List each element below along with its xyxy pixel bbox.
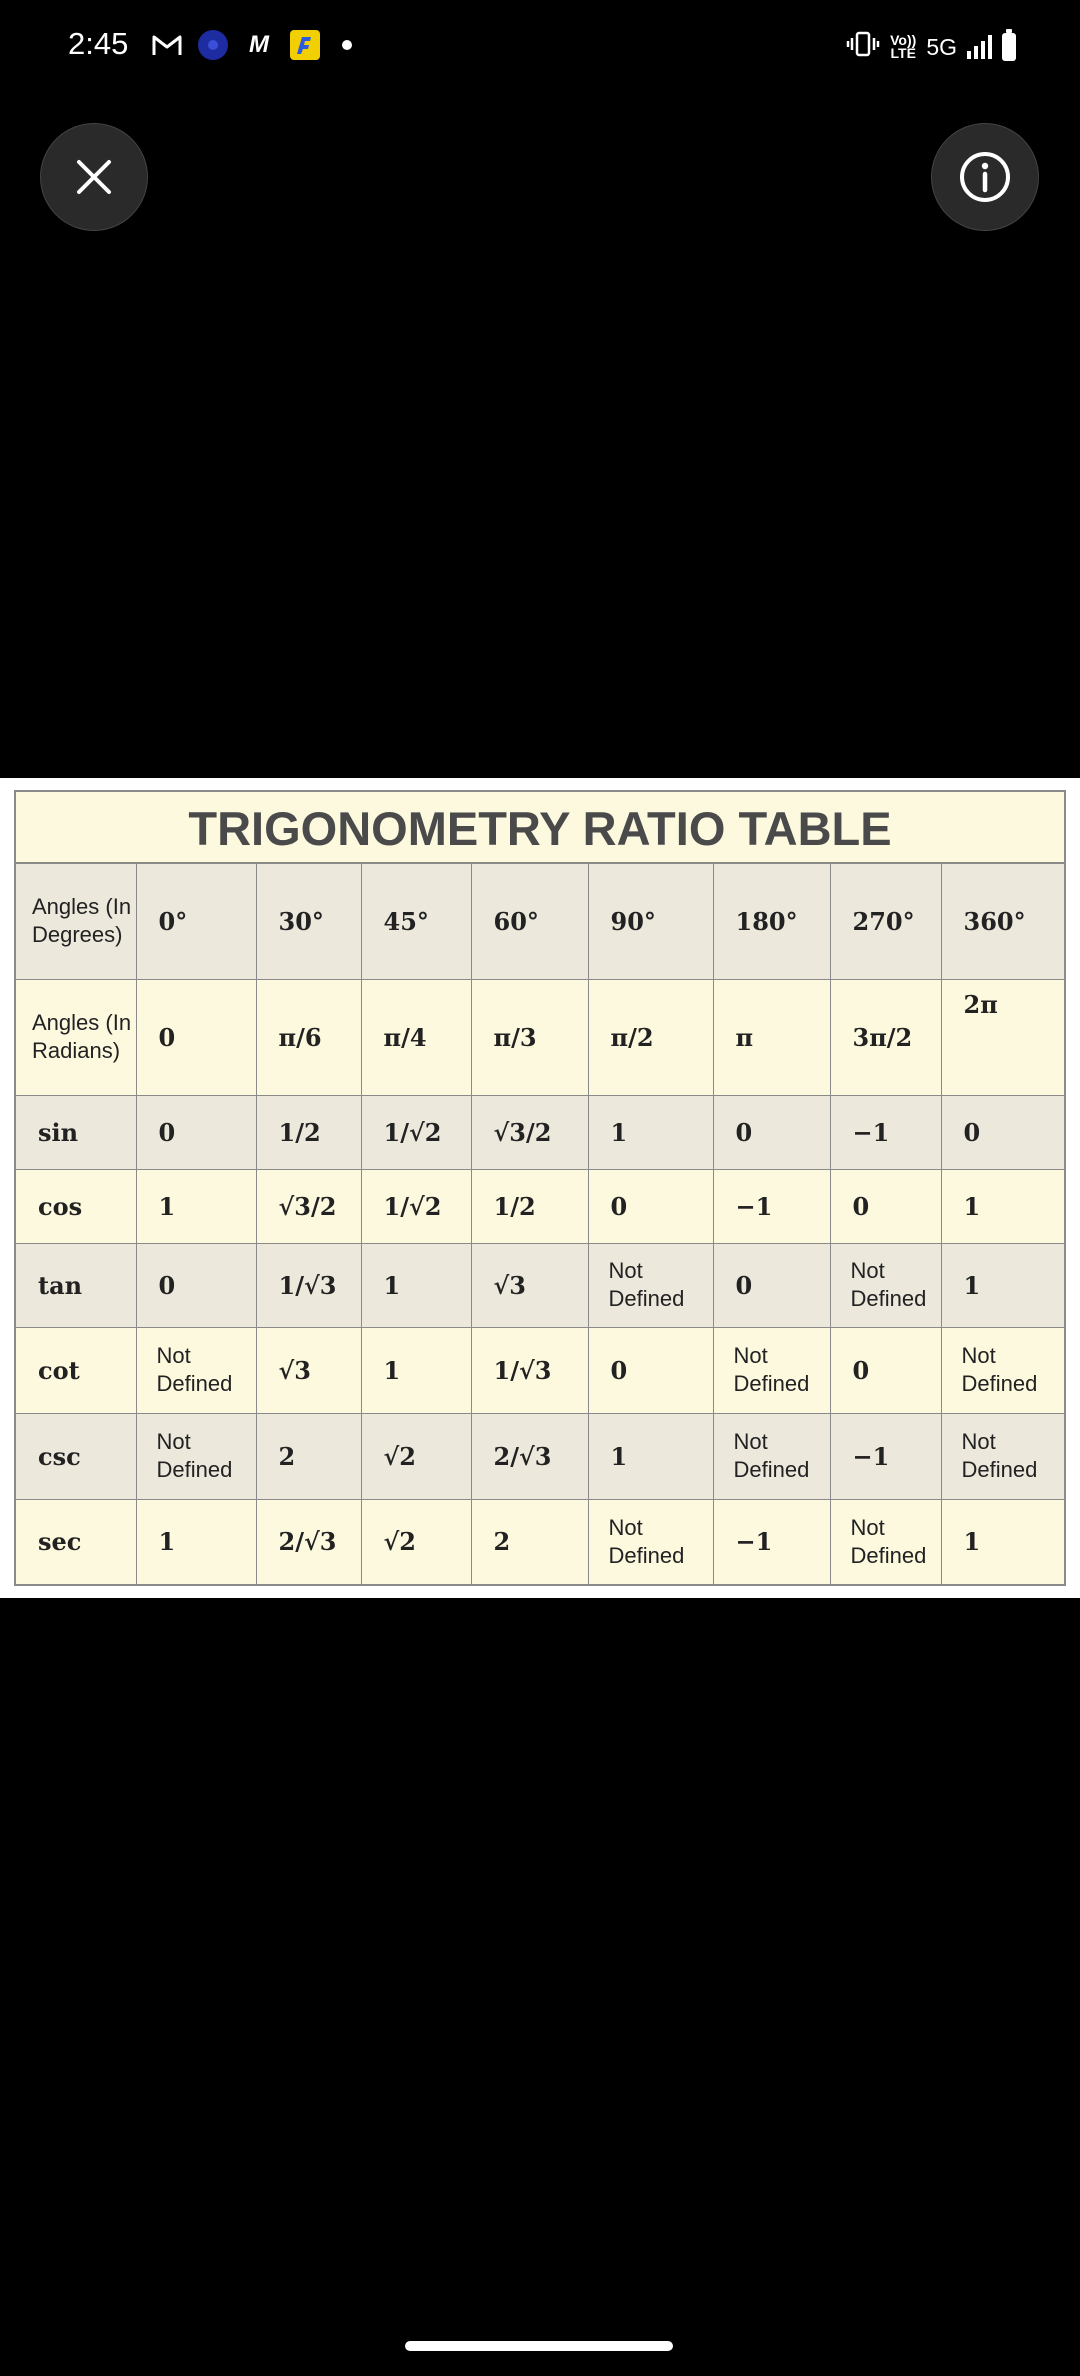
- status-bar: [0, 0, 1080, 92]
- function-label: cos: [16, 1169, 136, 1243]
- table-cell: 1: [361, 1327, 471, 1413]
- close-button[interactable]: [40, 123, 148, 231]
- table-cell: Not Defined: [588, 1499, 713, 1584]
- table-cell: Not Defined: [941, 1327, 1064, 1413]
- table-cell: 0: [830, 1169, 941, 1243]
- volte-line1: Vo)): [890, 32, 917, 48]
- table-cell: 0: [136, 1243, 256, 1327]
- table-cell: Not Defined: [588, 1243, 713, 1327]
- table-cell: 3π/2: [830, 979, 941, 1095]
- image-viewer[interactable]: [0, 778, 1080, 1598]
- table-cell: 180°: [713, 864, 830, 979]
- table-cell: 1/√3: [471, 1327, 588, 1413]
- sec-row: [16, 1499, 1064, 1584]
- home-gesture-bar[interactable]: [405, 2341, 673, 2351]
- table-cell: 2: [471, 1499, 588, 1584]
- trig-table: [16, 864, 1064, 1584]
- table-cell: 1/√3: [256, 1243, 361, 1327]
- degrees-label: Angles (In Degrees): [16, 864, 136, 979]
- table-cell: 2/√3: [256, 1499, 361, 1584]
- system-icons: [846, 30, 1016, 64]
- table-cell: 1/√2: [361, 1169, 471, 1243]
- table-cell: 0: [588, 1169, 713, 1243]
- table-cell: π/2: [588, 979, 713, 1095]
- table-cell: 0: [588, 1327, 713, 1413]
- app-circle-icon: [198, 30, 228, 60]
- table-cell: √3/2: [471, 1095, 588, 1169]
- table-cell: Not Defined: [136, 1413, 256, 1499]
- table-cell: 0°: [136, 864, 256, 979]
- table-cell: π: [713, 979, 830, 1095]
- table-cell: √2: [361, 1499, 471, 1584]
- function-label: sec: [16, 1499, 136, 1584]
- table-cell: 0: [830, 1327, 941, 1413]
- gmail-icon: [152, 30, 182, 60]
- table-cell: 30°: [256, 864, 361, 979]
- table-cell: 0: [136, 979, 256, 1095]
- table-cell: Not Defined: [830, 1243, 941, 1327]
- table-cell: 0: [713, 1243, 830, 1327]
- table-cell: 1/2: [471, 1169, 588, 1243]
- table-cell: 1: [361, 1243, 471, 1327]
- table-cell: 0: [713, 1095, 830, 1169]
- info-button[interactable]: [931, 123, 1039, 231]
- table-cell: √3/2: [256, 1169, 361, 1243]
- close-icon: [74, 157, 114, 197]
- table-cell: −1: [830, 1095, 941, 1169]
- table-cell: 2: [256, 1413, 361, 1499]
- radians-label: Angles (In Radians): [16, 979, 136, 1095]
- table-cell: 1: [588, 1413, 713, 1499]
- table-cell: 2/√3: [471, 1413, 588, 1499]
- signal-icon: [967, 35, 992, 59]
- info-icon: [958, 150, 1012, 204]
- table-cell: 45°: [361, 864, 471, 979]
- table-cell: 90°: [588, 864, 713, 979]
- table-cell: 360°: [941, 864, 1064, 979]
- table-cell: √3: [256, 1327, 361, 1413]
- table-cell: Not Defined: [713, 1413, 830, 1499]
- table-cell: 1: [941, 1499, 1064, 1584]
- table-cell: Not Defined: [713, 1327, 830, 1413]
- cot-row: [16, 1327, 1064, 1413]
- vibrate-icon: [846, 30, 880, 64]
- table-cell: Not Defined: [941, 1413, 1064, 1499]
- table-cell: Not Defined: [830, 1499, 941, 1584]
- radians-row: [16, 979, 1064, 1095]
- table-cell: 1: [588, 1095, 713, 1169]
- table-cell: Not Defined: [136, 1327, 256, 1413]
- notification-icons: [152, 30, 352, 60]
- degrees-row: [16, 864, 1064, 979]
- table-cell: π/4: [361, 979, 471, 1095]
- table-cell: 1: [136, 1499, 256, 1584]
- clock: 2:45: [68, 26, 129, 61]
- table-cell: 1/√2: [361, 1095, 471, 1169]
- table-cell: π/3: [471, 979, 588, 1095]
- table-cell: 1: [136, 1169, 256, 1243]
- table-cell: −1: [830, 1413, 941, 1499]
- table-cell: 60°: [471, 864, 588, 979]
- cos-row: [16, 1169, 1064, 1243]
- function-label: sin: [16, 1095, 136, 1169]
- function-label: tan: [16, 1243, 136, 1327]
- function-label: cot: [16, 1327, 136, 1413]
- table-cell: 2π: [941, 979, 1064, 1095]
- volte-icon: [890, 34, 916, 60]
- table-cell: √3: [471, 1243, 588, 1327]
- network-type: 5G: [926, 33, 957, 60]
- table-cell: 0: [941, 1095, 1064, 1169]
- trig-ratio-table-image: [14, 790, 1066, 1586]
- table-cell: 1/2: [256, 1095, 361, 1169]
- table-cell: 270°: [830, 864, 941, 979]
- table-cell: π/6: [256, 979, 361, 1095]
- function-label: csc: [16, 1413, 136, 1499]
- more-dot-icon: [342, 40, 352, 50]
- tan-row: [16, 1243, 1064, 1327]
- myntra-icon: M: [249, 31, 269, 58]
- sin-row: [16, 1095, 1064, 1169]
- table-cell: 1: [941, 1243, 1064, 1327]
- table-cell: √2: [361, 1413, 471, 1499]
- table-cell: −1: [713, 1169, 830, 1243]
- table-cell: 1: [941, 1169, 1064, 1243]
- csc-row: [16, 1413, 1064, 1499]
- table-title: TRIGONOMETRY RATIO TABLE: [16, 792, 1064, 864]
- table-cell: −1: [713, 1499, 830, 1584]
- volte-line2: LTE: [890, 45, 916, 61]
- battery-icon: [1002, 33, 1016, 61]
- flipkart-icon: [290, 30, 320, 60]
- table-cell: 0: [136, 1095, 256, 1169]
